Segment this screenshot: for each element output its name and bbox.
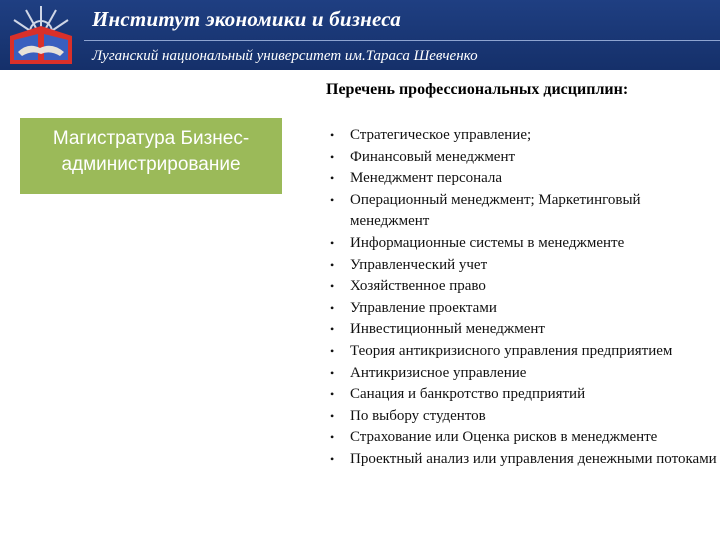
bullet-icon: • xyxy=(330,279,335,294)
bullet-icon: • xyxy=(330,128,335,142)
program-label: Магистратура Бизнес-администрирование xyxy=(52,128,250,175)
bullet-icon: • xyxy=(330,387,335,402)
discipline-label: Управленческий учет xyxy=(350,256,488,273)
discipline-item xyxy=(330,319,718,341)
discipline-label: Информационные системы в менеджменте xyxy=(350,234,625,251)
disciplines-heading: Перечень профессиональных дисциплин: xyxy=(326,81,629,98)
discipline-label: Менеджмент персонала xyxy=(350,170,503,187)
discipline-item xyxy=(330,147,718,169)
bullet-icon: • xyxy=(330,171,335,186)
discipline-item xyxy=(330,190,718,233)
discipline-label: Теория антикризисного управления предприятием xyxy=(350,342,673,359)
bullet-icon: • xyxy=(330,408,335,423)
discipline-item xyxy=(330,233,718,255)
bullet-icon: • xyxy=(330,430,335,445)
discipline-item xyxy=(330,168,718,190)
discipline-item xyxy=(330,125,718,147)
discipline-item xyxy=(330,341,718,363)
discipline-label: Управление проектами xyxy=(350,299,497,316)
bullet-icon: • xyxy=(330,365,335,380)
discipline-label: Операционный менеджмент; Маркетинговый менеджмент xyxy=(350,191,641,230)
discipline-item xyxy=(330,255,718,277)
discipline-label: Инвестиционный менеджмент xyxy=(350,321,545,338)
header-bar xyxy=(0,0,720,70)
discipline-item xyxy=(330,384,718,406)
discipline-item xyxy=(330,406,718,428)
program-box xyxy=(20,118,282,194)
bullet-icon: • xyxy=(330,149,335,164)
disciplines-list xyxy=(330,125,718,471)
bullet-icon: • xyxy=(330,300,335,315)
bullet-icon: • xyxy=(330,235,335,250)
discipline-item xyxy=(330,363,718,385)
discipline-label: Хозяйственное право xyxy=(350,278,486,295)
discipline-item xyxy=(330,298,718,320)
discipline-label: Страхование или Оценка рисков в менеджменте xyxy=(350,429,658,446)
discipline-label: Проектный анализ или управления денежными потоками xyxy=(350,450,717,467)
discipline-label: Санация и банкротство предприятий xyxy=(350,386,586,403)
discipline-label: Финансовый менеджмент xyxy=(350,148,516,165)
bullet-icon: • xyxy=(330,192,335,207)
discipline-label: По выбору студентов xyxy=(350,407,486,424)
institute-title: Институт экономики и бизнеса xyxy=(92,7,401,31)
discipline-item xyxy=(330,427,718,449)
university-subtitle: Луганский национальный университет им.Тараса Шевченко xyxy=(92,48,478,64)
discipline-item xyxy=(330,449,718,471)
bullet-icon: • xyxy=(330,257,335,272)
bullet-icon: • xyxy=(330,322,335,337)
bullet-icon: • xyxy=(330,451,335,466)
discipline-label: Стратегическое управление; xyxy=(350,127,532,143)
bullet-icon: • xyxy=(330,343,335,358)
discipline-item xyxy=(330,276,718,298)
header-divider xyxy=(84,40,720,41)
discipline-label: Антикризисное управление xyxy=(350,364,527,381)
university-emblem-icon xyxy=(4,2,78,66)
